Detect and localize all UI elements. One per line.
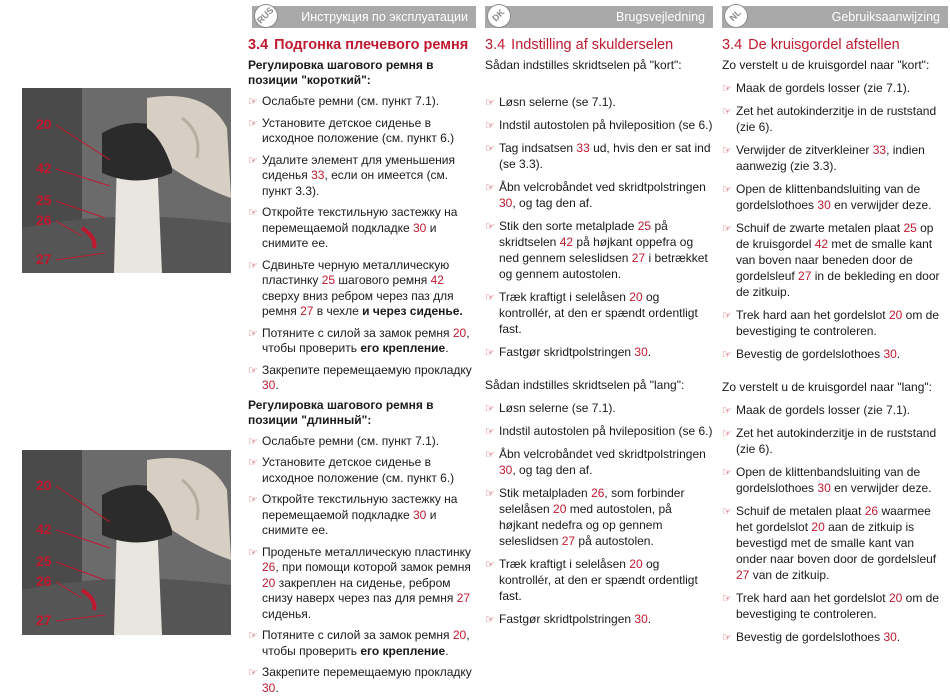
language-badge: RUS [249, 0, 283, 33]
part-reference-number: 30 [883, 347, 896, 361]
step-text: Træk kraftigt i selelåsen [499, 557, 629, 571]
part-reference-number: 20 [889, 308, 902, 322]
step-text: Zet het autokinderzitje in de ruststand (zie 6). [736, 104, 936, 134]
section-title-text: De kruisgordel afstellen [748, 37, 900, 53]
hand-pointing-right-icon: ☞ [722, 221, 732, 237]
hand-pointing-right-icon: ☞ [248, 154, 258, 170]
part-reference-number: 30 [634, 345, 647, 359]
column-danish [485, 6, 713, 665]
step-item [722, 307, 948, 339]
long-heading: Sådan indstilles skridtselen på "lang": [485, 378, 713, 393]
section-header [485, 6, 713, 28]
step-text: om de bevestiging te controleren. [736, 308, 939, 338]
photo-callouts-long [0, 470, 240, 690]
step-text: Maak de gordels losser (zie 7.1). [736, 403, 910, 417]
part-reference-number: 30 [499, 196, 512, 210]
section-title [485, 36, 713, 54]
hand-pointing-right-icon: ☞ [485, 290, 495, 306]
step-text: его крепление [360, 644, 445, 658]
step-item [485, 179, 713, 211]
part-reference-number: 30 [634, 612, 647, 626]
step-item [248, 545, 476, 623]
step-text: i betrækket og gennem autostolen. [499, 251, 708, 281]
step-text: Zet het autokinderzitje in de ruststand (zie 6). [736, 426, 936, 456]
hand-pointing-right-icon: ☞ [485, 95, 495, 111]
hand-pointing-right-icon: ☞ [485, 612, 495, 628]
part-reference-number: 30 [413, 221, 426, 235]
part-reference-number: 27 [457, 591, 470, 605]
hand-pointing-right-icon: ☞ [248, 666, 258, 682]
column-dutch [722, 6, 948, 665]
part-reference-number: 30 [817, 198, 830, 212]
section-header [252, 6, 476, 28]
hand-pointing-right-icon: ☞ [248, 117, 258, 133]
section-title-text: Подгонка плечевого ремня [274, 37, 468, 53]
hand-pointing-right-icon: ☞ [722, 104, 732, 120]
step-text: Træk kraftigt i selelåsen [499, 290, 629, 304]
hand-pointing-right-icon: ☞ [248, 435, 258, 451]
spacer [722, 362, 948, 376]
step-item [485, 611, 713, 627]
header-title: Brugsvejledning [616, 10, 705, 24]
step-item [722, 590, 948, 622]
step-text: , если он имеется (см. пункт 3.3). [262, 168, 448, 198]
step-text: Løsn selerne (se 7.1). [499, 401, 616, 415]
step-text: om de bevestiging te controleren. [736, 591, 939, 621]
step-item [722, 220, 948, 300]
step-item [485, 485, 713, 549]
step-text: Verwijder de zitverkleiner [736, 143, 873, 157]
step-text: Maak de gordels losser (zie 7.1). [736, 81, 910, 95]
part-reference-number: 30 [262, 378, 275, 392]
part-reference-number: 42 [431, 273, 444, 287]
long-heading: Регулировка шагового ремня в позиции "длинный": [248, 398, 476, 428]
step-item [248, 455, 476, 486]
callout-label: 20 [36, 116, 52, 132]
step-item [485, 289, 713, 337]
step-text: , som forbinder selelåsen [499, 486, 684, 516]
step-item [722, 346, 948, 362]
part-reference-number: 27 [562, 534, 575, 548]
step-text: Откройте текстильную застежку на перемещаемой подкладке [262, 205, 457, 235]
part-reference-number: 20 [629, 557, 642, 571]
step-text: Установите детское сиденье в исходное положение (см. пункт 6.) [262, 455, 454, 485]
step-text: , чтобы проверить [262, 326, 470, 356]
part-reference-number: 20 [262, 576, 275, 590]
step-text: og kontrollér, at den er spændt ordentligt fast. [499, 557, 698, 603]
step-item [248, 434, 476, 450]
step-item [248, 628, 476, 659]
step-item [722, 503, 948, 583]
callout-label: 26 [36, 212, 52, 228]
section-header [722, 6, 948, 28]
hand-pointing-right-icon: ☞ [248, 546, 258, 562]
step-text: , indien aanwezig (zie 3.3). [736, 143, 925, 173]
step-item [722, 402, 948, 418]
part-reference-number: 33 [311, 168, 324, 182]
step-text: in de bekleding en door de zitkuip. [736, 269, 940, 299]
step-text: и снимите ее. [262, 221, 436, 251]
hand-pointing-right-icon: ☞ [722, 426, 732, 442]
hand-pointing-right-icon: ☞ [485, 141, 495, 157]
step-text: закреплен на сиденье, ребром снизу наверх через паз для ремня [262, 576, 457, 606]
header-title: Gebruiksaanwijzing [832, 10, 940, 24]
callout-label: 26 [36, 573, 52, 589]
hand-pointing-right-icon: ☞ [485, 118, 495, 134]
callout-label: 42 [36, 521, 52, 537]
step-text: Сдвиньте черную металлическую пластинку [262, 258, 449, 288]
hand-pointing-right-icon: ☞ [485, 424, 495, 440]
step-text: Åbn velcrobåndet ved skridtpolstringen [499, 447, 706, 461]
part-reference-number: 42 [560, 235, 573, 249]
section-number: 3.4 [485, 37, 505, 53]
hand-pointing-right-icon: ☞ [248, 206, 258, 222]
hand-pointing-right-icon: ☞ [485, 345, 495, 361]
step-item [485, 140, 713, 172]
hand-pointing-right-icon: ☞ [485, 180, 495, 196]
long-steps [722, 402, 948, 645]
part-reference-number: 20 [553, 502, 566, 516]
step-text: en verwijder deze. [831, 481, 932, 495]
language-badge: DK [482, 0, 516, 33]
column-russian [248, 6, 476, 665]
step-text: и через сиденье. [362, 304, 463, 318]
step-text: Indstil autostolen på hvileposition (se 6.) [499, 424, 712, 438]
step-text: . [445, 644, 448, 658]
hand-pointing-right-icon: ☞ [485, 401, 495, 417]
step-text: Откройте текстильную застежку на перемещаемой подкладке [262, 492, 457, 522]
step-text: Schuif de metalen plaat [736, 504, 865, 518]
hand-pointing-right-icon: ☞ [248, 259, 258, 275]
part-reference-number: 20 [453, 628, 466, 642]
callout-label: 27 [36, 251, 52, 267]
short-steps [248, 94, 476, 394]
short-steps [485, 94, 713, 360]
step-text: . [445, 341, 448, 355]
step-text: og kontrollér, at den er spændt ordentligt fast. [499, 290, 698, 336]
hand-pointing-right-icon: ☞ [248, 95, 258, 111]
part-reference-number: 30 [262, 681, 275, 695]
step-text: met de smalle kant van boven naar beneden door de gordelsleuf [736, 237, 932, 283]
part-reference-number: 27 [736, 568, 749, 582]
callout-label: 25 [36, 192, 52, 208]
step-text: Ослабьте ремни (см. пункт 7.1). [262, 434, 439, 448]
step-text: Установите детское сиденье в исходное положение (см. пункт 6.) [262, 116, 454, 146]
step-item [722, 464, 948, 496]
step-text: , при помощи которой замок ремня [275, 560, 471, 574]
step-text: Закрепите перемещаемую прокладку [262, 363, 472, 377]
header-title: Инструкция по эксплуатации [301, 10, 468, 24]
short-heading: Регулировка шагового ремня в позиции "короткий": [248, 58, 476, 88]
step-item [248, 363, 476, 394]
part-reference-number: 20 [453, 326, 466, 340]
part-reference-number: 30 [817, 481, 830, 495]
hand-pointing-right-icon: ☞ [485, 486, 495, 502]
hand-pointing-right-icon: ☞ [248, 364, 258, 380]
step-item [485, 344, 713, 360]
hand-pointing-right-icon: ☞ [722, 630, 732, 646]
step-text: Løsn selerne (se 7.1). [499, 95, 616, 109]
step-item [722, 103, 948, 135]
step-text: Потяните с силой за замок ремня [262, 628, 453, 642]
step-item [722, 629, 948, 645]
part-reference-number: 33 [873, 143, 886, 157]
step-text: шагового ремня [335, 273, 431, 287]
step-text: , чтобы проверить [262, 628, 470, 658]
step-item [722, 425, 948, 457]
step-text: Tag indsatsen [499, 141, 576, 155]
step-text: Проденьте металлическую пластинку [262, 545, 471, 559]
step-text: Fastgør skridtpolstringen [499, 345, 634, 359]
hand-pointing-right-icon: ☞ [485, 557, 495, 573]
step-text: и снимите ее. [262, 508, 436, 538]
step-text: Open de klittenbandsluiting van de gordelslothoes [736, 465, 920, 495]
step-text: aan de zitkuip is bevestigd met de smalle kant van onder naar boven door de gordelsleuf [736, 520, 936, 566]
hand-pointing-right-icon: ☞ [248, 629, 258, 645]
step-text: Indstil autostolen på hvileposition (se 6.) [499, 118, 712, 132]
step-text: Bevestig de gordelslothoes [736, 630, 883, 644]
hand-pointing-right-icon: ☞ [722, 504, 732, 520]
step-item [248, 94, 476, 110]
section-title [248, 36, 476, 54]
step-text: , og tag den af. [512, 463, 592, 477]
step-text: Åbn velcrobåndet ved skridtpolstringen [499, 180, 706, 194]
part-reference-number: 26 [262, 560, 275, 574]
step-text: . [275, 681, 278, 695]
part-reference-number: 30 [883, 630, 896, 644]
part-reference-number: 30 [413, 508, 426, 522]
hand-pointing-right-icon: ☞ [722, 143, 732, 159]
part-reference-number: 25 [903, 221, 916, 235]
step-text: Schuif de zwarte metalen plaat [736, 221, 903, 235]
step-item [248, 153, 476, 200]
step-text: Ослабьте ремни (см. пункт 7.1). [262, 94, 439, 108]
part-reference-number: 33 [576, 141, 589, 155]
spacer [485, 360, 713, 374]
part-reference-number: 27 [300, 304, 313, 318]
step-item [485, 94, 713, 110]
spacer [485, 73, 713, 87]
step-item [485, 218, 713, 282]
step-text: van de zitkuip. [749, 568, 829, 582]
part-reference-number: 42 [815, 237, 828, 251]
step-item [248, 205, 476, 252]
hand-pointing-right-icon: ☞ [722, 347, 732, 363]
part-reference-number: 20 [629, 290, 642, 304]
hand-pointing-right-icon: ☞ [722, 591, 732, 607]
callout-label: 25 [36, 553, 52, 569]
step-text: Open de klittenbandsluiting van de gordelslothoes [736, 182, 920, 212]
hand-pointing-right-icon: ☞ [722, 403, 732, 419]
step-item [248, 258, 476, 320]
step-text: Stik den sorte metalplade [499, 219, 638, 233]
step-item [485, 423, 713, 439]
step-text: . [275, 378, 278, 392]
part-reference-number: 20 [889, 591, 902, 605]
step-text: på højkant oppefra og ned gennem seleslidsen [499, 235, 693, 265]
step-text: . [648, 345, 651, 359]
section-number: 3.4 [248, 37, 268, 53]
step-text: ud, hvis den er sat ind (se 3.3). [499, 141, 711, 171]
part-reference-number: 25 [322, 273, 335, 287]
short-steps [722, 80, 948, 362]
part-reference-number: 26 [591, 486, 604, 500]
part-reference-number: 25 [638, 219, 651, 233]
hand-pointing-right-icon: ☞ [722, 308, 732, 324]
step-text: Потяните с силой за замок ремня [262, 326, 453, 340]
photo-callouts-short [0, 108, 240, 328]
step-item [485, 446, 713, 478]
step-text: Trek hard aan het gordelslot [736, 308, 889, 322]
step-text: . [897, 347, 900, 361]
step-item [248, 116, 476, 147]
step-text: Удалите элемент для уменьшения сиденья [262, 153, 455, 183]
step-item [485, 556, 713, 604]
step-text: в чехле [313, 304, 362, 318]
step-text: en verwijder deze. [831, 198, 932, 212]
callout-label: 27 [36, 612, 52, 628]
step-text: Stik metalpladen [499, 486, 591, 500]
step-text: op de kruisgordel [736, 221, 933, 251]
part-reference-number: 27 [798, 269, 811, 283]
long-heading: Zo verstelt u de kruisgordel naar "lang": [722, 380, 948, 395]
step-item [248, 665, 476, 696]
section-title-text: Indstilling af skulderselen [511, 37, 673, 53]
step-item [722, 181, 948, 213]
part-reference-number: 30 [499, 463, 512, 477]
short-heading: Sådan indstilles skridtselen på "kort": [485, 58, 713, 73]
step-text: , og tag den af. [512, 196, 592, 210]
step-text: Закрепите перемещаемую прокладку [262, 665, 472, 679]
step-text: på autostolen. [575, 534, 654, 548]
hand-pointing-right-icon: ☞ [722, 182, 732, 198]
step-text: med autostolen, på højkant nedefra og op gennem seleslidsen [499, 502, 672, 548]
step-text: сверху вниз ребром через паз для ремня [262, 289, 454, 319]
language-badge: NL [719, 0, 753, 33]
step-text: Fastgør skridtpolstringen [499, 612, 634, 626]
step-text: его крепление [360, 341, 445, 355]
hand-pointing-right-icon: ☞ [722, 465, 732, 481]
step-item [722, 80, 948, 96]
step-text: på skridtselen [499, 219, 668, 249]
step-item [248, 326, 476, 357]
hand-pointing-right-icon: ☞ [248, 493, 258, 509]
section-number: 3.4 [722, 37, 742, 53]
step-item [485, 400, 713, 416]
step-text: . [897, 630, 900, 644]
long-steps [248, 434, 476, 696]
hand-pointing-right-icon: ☞ [722, 81, 732, 97]
part-reference-number: 20 [811, 520, 824, 534]
step-text: . [648, 612, 651, 626]
step-text: waarmee het gordelslot [736, 504, 931, 534]
step-item [722, 142, 948, 174]
part-reference-number: 26 [865, 504, 878, 518]
part-reference-number: 27 [632, 251, 645, 265]
short-heading: Zo verstelt u de kruisgordel naar "kort": [722, 58, 948, 73]
hand-pointing-right-icon: ☞ [248, 327, 258, 343]
step-item [485, 117, 713, 133]
callout-label: 42 [36, 160, 52, 176]
hand-pointing-right-icon: ☞ [248, 456, 258, 472]
long-steps [485, 400, 713, 627]
hand-pointing-right-icon: ☞ [485, 219, 495, 235]
section-title [722, 36, 948, 54]
step-text: Trek hard aan het gordelslot [736, 591, 889, 605]
callout-label: 20 [36, 477, 52, 493]
step-text: Bevestig de gordelslothoes [736, 347, 883, 361]
step-item [248, 492, 476, 539]
step-text: сиденья. [262, 607, 311, 621]
hand-pointing-right-icon: ☞ [485, 447, 495, 463]
